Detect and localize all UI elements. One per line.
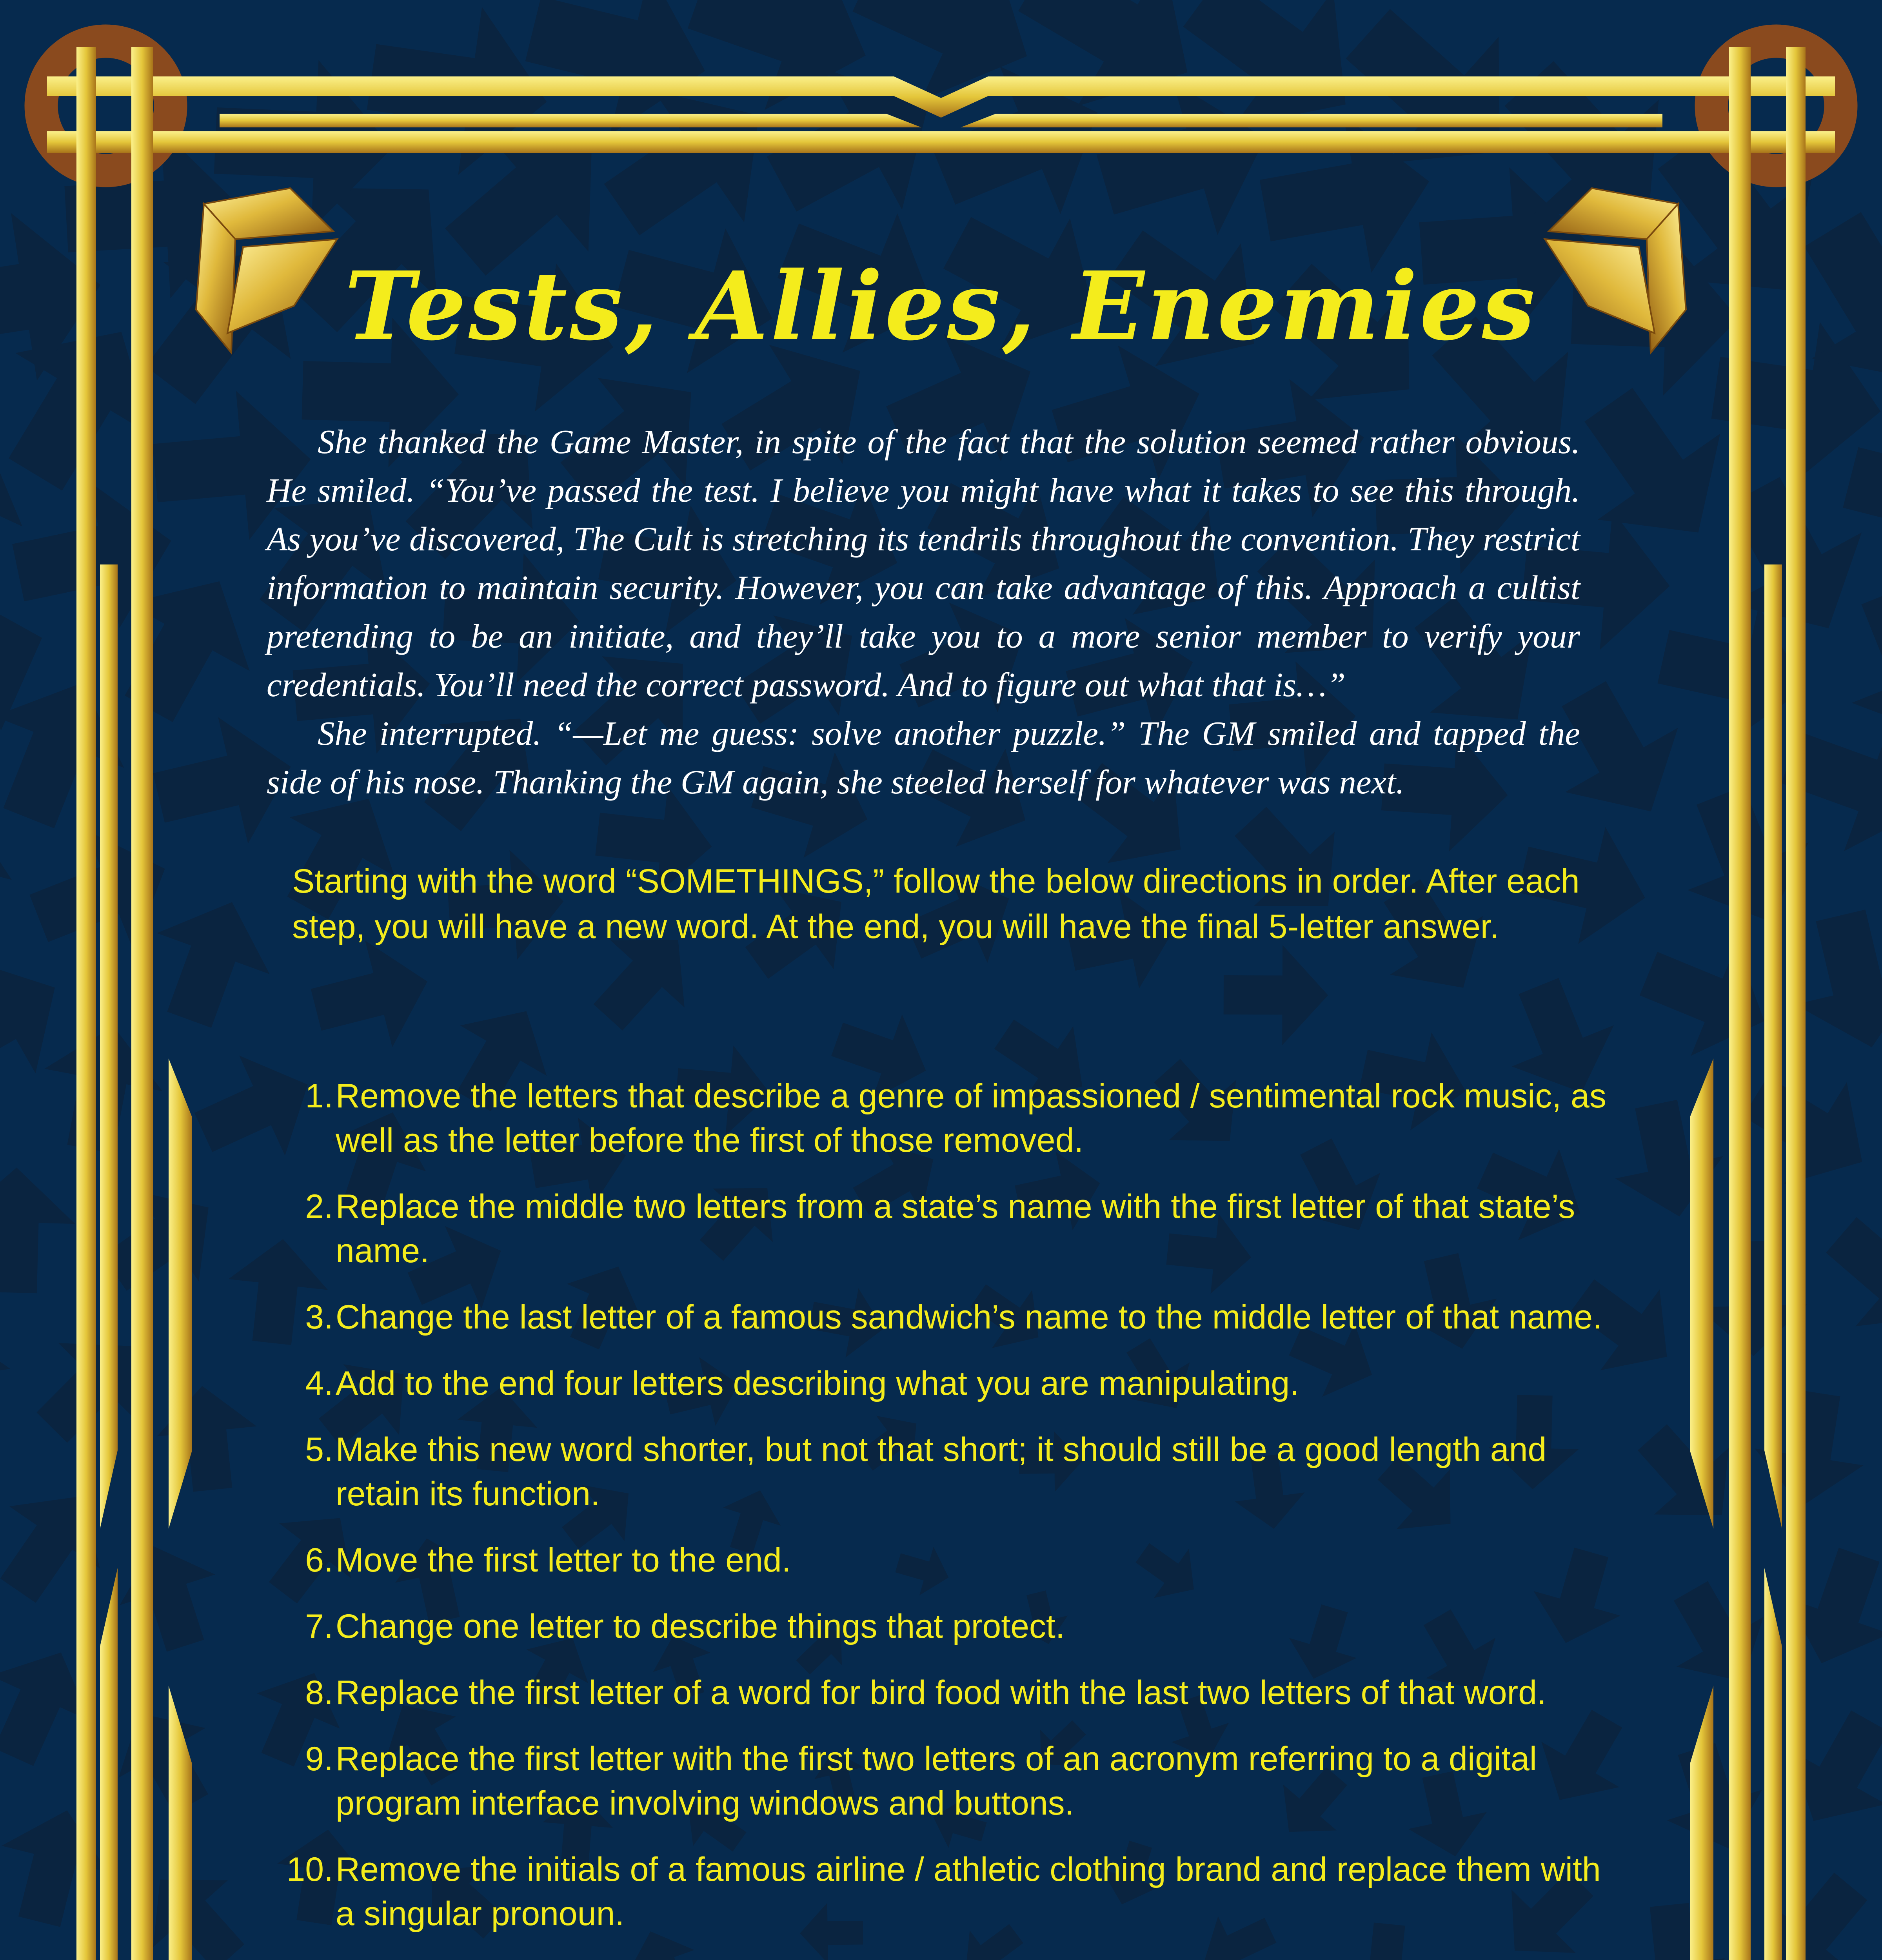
- step-text: Remove the initials of a famous airline / athletic clothing brand and replace them with a singular pronoun.: [336, 1851, 1601, 1933]
- list-item: [274, 1428, 1615, 1516]
- step-number: 3.: [305, 1298, 333, 1336]
- list-item: [274, 1185, 1615, 1273]
- story-paragraph: She thanked the Game Master, in spite of the fact that the solution seemed rather obvious. He smiled. “You’ve passed the test. I believe you might have what it takes to see this through. As you’ve discovered, The Cult is stretching its tendrils throughout the convention. They restrict information to maintain security. However, you can take advantage of this. Approach a cultist pretending to be an initiate, and they’ll take you to a more senior member to verify your credentials. You’ll need the correct password. And to figure out what that is…”: [267, 423, 1580, 704]
- list-item: [274, 1671, 1615, 1715]
- step-text: Change one letter to describe things that protect.: [336, 1608, 1065, 1645]
- puzzle-steps-list: [274, 1074, 1615, 1960]
- list-item: [274, 1074, 1615, 1163]
- list-item: [274, 1361, 1615, 1406]
- step-number: 8.: [305, 1674, 333, 1711]
- step-number: 10.: [286, 1851, 333, 1888]
- step-number: 7.: [305, 1608, 333, 1645]
- step-text: Change the last letter of a famous sandwich’s name to the middle letter of that name.: [336, 1298, 1602, 1336]
- step-number: 4.: [305, 1365, 333, 1402]
- step-number: [274, 1958, 336, 1960]
- step-text: Remove the letters that describe a genre of impassioned / sentimental rock music, as well as the letter before the first of those removed.: [336, 1077, 1606, 1159]
- step-text: Replace the first letter with the first two letters of an acronym referring to a digital program interface involving windows and buttons.: [336, 1740, 1537, 1822]
- step-text: Move the first letter to the end.: [336, 1541, 791, 1579]
- step-number: 1.: [305, 1077, 333, 1115]
- list-item: [274, 1847, 1615, 1936]
- list-item: [274, 1604, 1615, 1649]
- step-number: 6.: [305, 1541, 333, 1579]
- step-number: 2.: [305, 1188, 333, 1225]
- step-text: Replace the first letter of a word for bird food with the last two letters of that word.: [336, 1674, 1546, 1711]
- step-text: Replace the middle two letters from a state’s name with the first letter of that state’s name.: [336, 1188, 1575, 1270]
- step-number: 5.: [305, 1431, 333, 1468]
- list-item: [274, 1737, 1615, 1826]
- list-item: [274, 1295, 1615, 1339]
- step-text: [336, 1958, 1615, 1960]
- list-item: [274, 1538, 1615, 1583]
- step-text: Make this new word shorter, but not that short; it should still be a good length and retain its function.: [336, 1431, 1547, 1513]
- puzzle-instructions: Starting with the word “SOMETHINGS,” follow the below directions in order. After each step, you will have a new word. At the end, you will have the final 5-letter answer.: [292, 862, 1580, 946]
- page-title: Tests, Allies, Enemies: [345, 251, 1537, 361]
- step-text: Add to the end four letters describing what you are manipulating.: [336, 1365, 1299, 1402]
- story-text: [267, 417, 1580, 806]
- story-paragraph: She interrupted. “—Let me guess: solve another puzzle.” The GM smiled and tapped the side of his nose. Thanking the GM again, she steeled herself for whatever was next.: [267, 714, 1580, 801]
- step-number: 9.: [305, 1740, 333, 1778]
- list-item: [274, 1958, 1615, 1960]
